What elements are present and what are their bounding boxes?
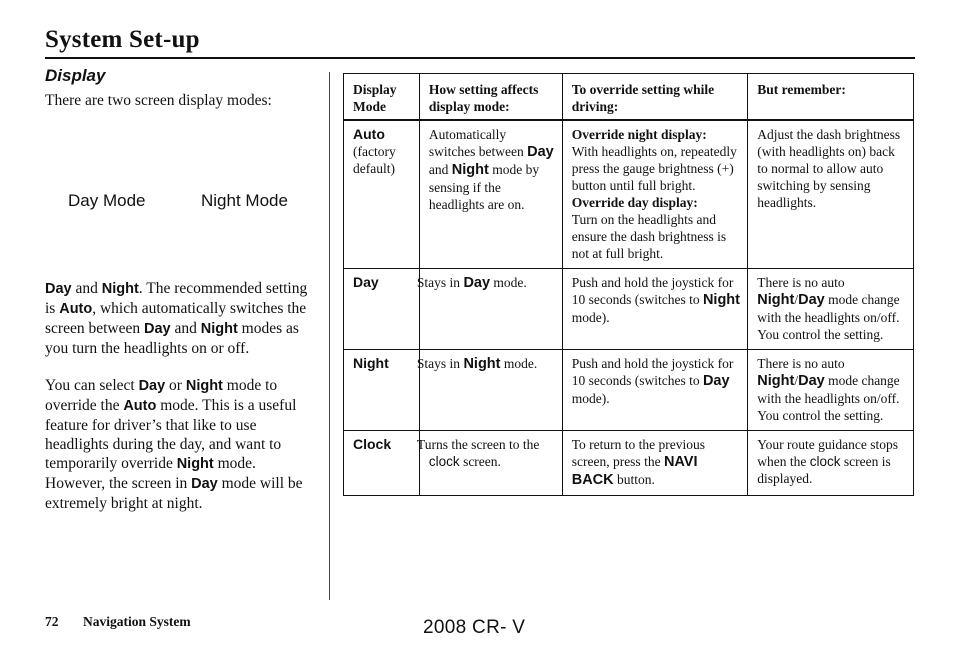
text-run: There is no auto [757,356,845,371]
text-run: mode. This is a useful feature for driver’s that like to use headlights during the day, and want to temporarily override [45,397,297,472]
column-divider [329,72,330,600]
mode-name: Night [353,355,389,371]
text-run: Your route guidance stops when the [757,437,899,469]
keyword: Night [757,292,795,308]
text-run: mode to override the [45,377,278,414]
night-mode-label: Night Mode [201,191,288,210]
text-run: mode will be extremely bright at night. [45,475,303,512]
text-run: mode. [490,275,527,290]
subheading: Override day display: [571,195,698,210]
keyword: Day [463,275,491,291]
cell-mode [344,431,420,496]
table-row-auto [344,120,914,269]
text-run: . The recommended setting is [45,280,308,317]
text-run: There is no auto [757,275,845,290]
text-run: Turn on the headlights and ensure the dash brightness is not at full bright. [571,212,727,261]
text-run: mode). [571,310,610,325]
text-run: Push and hold the joystick for 10 seconds (switches to [571,356,734,388]
keyword: Night [176,456,214,472]
cell-override [562,269,748,350]
title-rule [45,57,915,59]
keyword: Day [143,321,171,337]
cell-override [562,350,748,431]
page-title: System Set-up [45,26,200,53]
subheading: Override night display: [571,127,707,142]
text-run: and [428,162,452,177]
text-run: mode change with the headlights on/off. You control the setting. [757,292,900,342]
keyword: NAVI BACK [571,454,698,488]
text-run: mode. [500,356,538,371]
cell-remember [748,431,914,496]
mode-note: (factory default) [353,144,396,176]
keyword: Night [757,373,795,389]
cell-override [562,120,748,269]
text-run: mode. However, the screen in [45,455,256,492]
keyword: Night [702,292,740,308]
header-but-remember: But remember: [748,74,914,121]
watermark: 2008 CR- V [423,617,526,638]
keyword: Night [451,162,489,178]
text-run: You can select [45,377,139,394]
cell-affects [416,350,562,431]
header-to-override: To override setting while driving: [562,74,748,121]
screen-name: clock [809,454,841,469]
keyword: Day [798,292,825,308]
cell-override [562,431,748,496]
cell-affects [416,269,562,350]
keyword: Night [200,321,238,337]
text-run: Adjust the dash brightness (with headlights on) back to normal to allow auto switching by sensing headlights. [757,127,901,210]
text-run: and [170,320,201,337]
table-row-day [344,269,914,350]
text-run: mode by sensing if the headlights are on. [428,162,540,212]
cell-affects [419,120,562,269]
text-run: mode). [571,391,610,406]
cell-remember [748,269,914,350]
keyword: Day [45,281,72,297]
cell-mode [344,350,420,431]
cell-mode [344,120,420,269]
keyword: Day [527,144,554,160]
text-run: and [71,280,102,297]
footer-section-title: Navigation System [83,614,191,629]
override-description-paragraph [45,376,317,513]
left-column [45,66,317,513]
display-mode-table [343,73,914,496]
text-run: button. [613,472,655,487]
text-run: / [794,292,799,307]
auto-description-paragraph [45,279,317,358]
text-run: Automatically switches between [428,127,528,159]
text-run: or [165,377,186,394]
text-run: With headlights on, repeatedly press the gauge brightness (+) button until full bright. [571,144,737,193]
keyword: Night [185,378,223,394]
keyword: Day [702,373,730,389]
mode-name: Auto [353,126,385,142]
mode-labels [45,191,317,225]
text-run: Turns the screen to the [416,437,540,452]
text-run: Push and hold the joystick for 10 seconds (switches to [571,275,734,307]
mode-name: Day [353,274,379,290]
keyword: Day [138,378,166,394]
keyword: Auto [123,398,157,414]
header-how-setting-affects: How setting affects display mode: [419,74,562,121]
day-mode-label: Day Mode [68,191,146,210]
cell-mode [344,269,420,350]
keyword: Night [101,281,139,297]
header-display-mode: Display Mode [344,74,420,121]
keyword: Day [798,373,825,389]
text-run: screen. [459,454,501,469]
cell-remember [748,350,914,431]
text-run: modes as you turn the headlights on or off. [45,320,299,357]
keyword: Day [191,476,218,492]
intro-text: There are two screen display modes: [45,92,272,109]
table-row-clock [344,431,914,496]
mode-name: Clock [353,436,392,452]
text-run: To return to the previous screen, press the [571,437,705,469]
text-run: mode change with the headlights on/off. You control the setting. [757,373,900,423]
text-run: / [794,373,799,388]
keyword: Night [463,356,501,372]
table-row-night [344,350,914,431]
text-run: Stays in [416,356,464,371]
keyword: Auto [59,301,93,317]
section-heading: Display [45,66,106,85]
text-run: Stays in [416,275,464,290]
page-number: 72 [45,614,59,629]
cell-remember [748,120,914,269]
text-run: screen is displayed. [757,454,891,486]
text-run: , which automatically switches the screen between [45,300,307,337]
screen-name: clock [428,454,460,469]
table-header-row [344,74,914,121]
cell-affects [416,431,562,496]
